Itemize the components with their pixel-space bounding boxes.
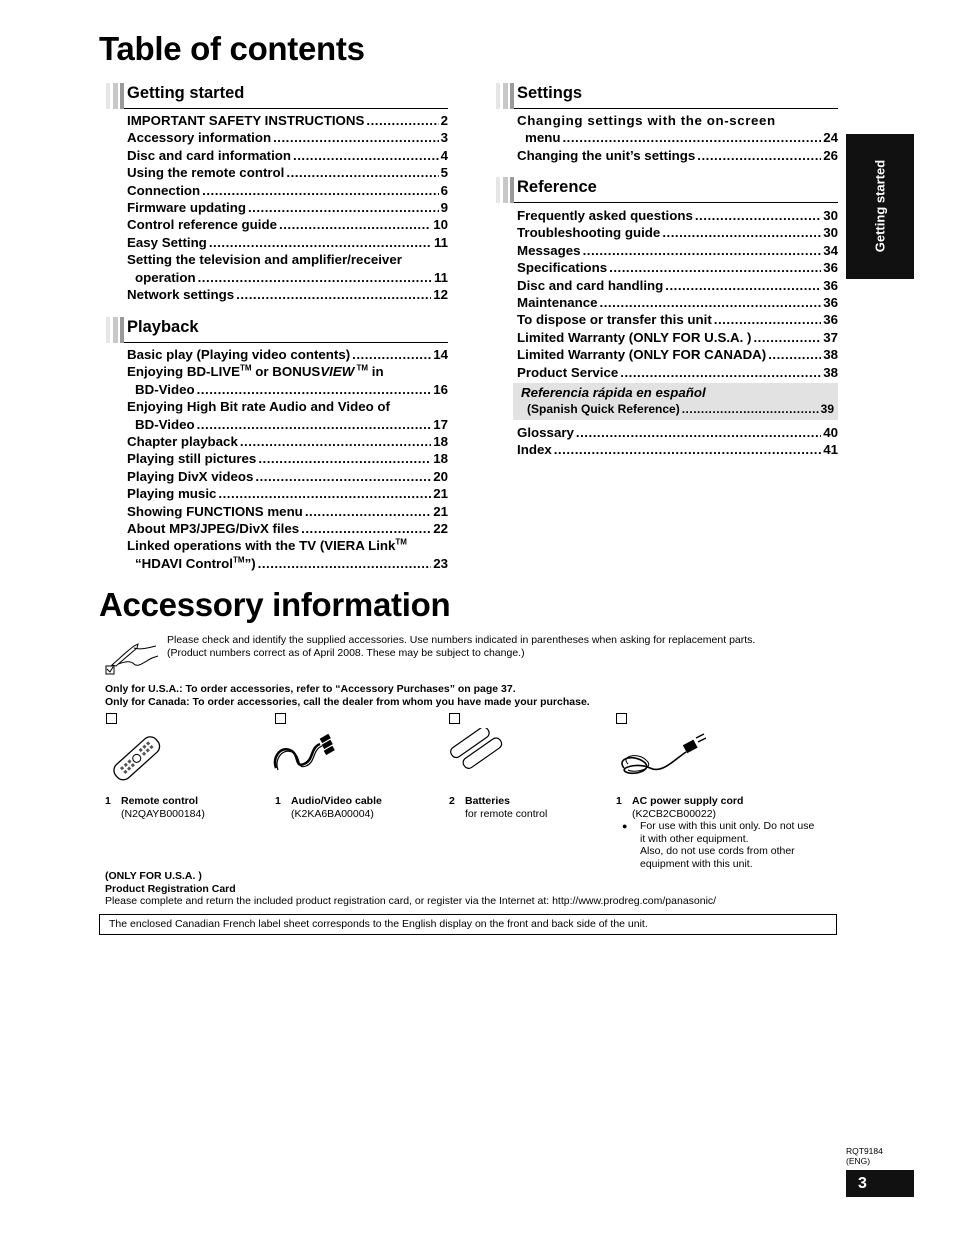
toc-item[interactable]: Playing still pictures ..... 18	[127, 450, 448, 467]
toc-item[interactable]: Showing FUNCTIONS menu ..... 21	[127, 503, 448, 520]
side-tab-getting-started[interactable]: Getting started	[846, 134, 914, 279]
accessory-item: 1 Audio/Video cable (K2KA6BA00004)	[275, 795, 382, 820]
toc-item[interactable]: Setting the television and amplifier/receiver	[127, 252, 402, 268]
registration-block: (ONLY FOR U.S.A. ) Product Registration Card Please complete and return the included product registration card, or register via the Internet at: http://www.prodreg.com/panasonic/	[105, 870, 717, 907]
section-bar-icon	[496, 177, 514, 203]
toc-item[interactable]: Playing music ..... 21	[127, 485, 448, 502]
section-title: Playback	[127, 318, 199, 336]
toc-item-continued[interactable]: menu ..... 24	[517, 129, 838, 146]
toc-item-continued[interactable]: BD-Video ..... 16	[127, 381, 448, 398]
checklist-pen-icon	[104, 638, 162, 678]
accessory-item: 1 Remote control (N2QAYB000184)	[105, 795, 205, 820]
toc-item[interactable]: Index ..... 41	[517, 441, 838, 458]
toc-item[interactable]: Disc and card handling ..... 36	[517, 277, 838, 294]
section-title: Reference	[517, 178, 597, 196]
accessory-intro-note: (Product numbers correct as of April 2008. These may be subject to change.)	[167, 647, 525, 659]
toc-item[interactable]: Changing settings with the on-screen	[517, 113, 776, 128]
batteries-image	[447, 728, 507, 775]
toc-item[interactable]: Accessory information ..... 3	[127, 129, 448, 146]
toc-item[interactable]: Changing the unit’s settings ..... 26	[517, 147, 838, 164]
page-title: Table of contents	[99, 30, 365, 67]
toc-item[interactable]: Limited Warranty (ONLY FOR U.S.A. ) ..... 37	[517, 329, 838, 346]
toc-item[interactable]: Frequently asked questions ..... 30	[517, 207, 838, 224]
toc-item[interactable]: Glossary ..... 40	[517, 424, 838, 441]
toc-item-continued[interactable]: BD-Video ..... 17	[127, 416, 448, 433]
toc-item[interactable]: Maintenance ..... 36	[517, 294, 838, 311]
toc-item[interactable]: Product Service ..... 38	[517, 364, 838, 381]
ac-power-cord-image	[614, 728, 714, 785]
toc-item-continued[interactable]: operation ..... 11	[127, 269, 448, 286]
checkbox[interactable]	[106, 713, 117, 724]
toc-item[interactable]: Playing DivX videos ..... 20	[127, 468, 448, 485]
toc-section-getting-started	[106, 82, 448, 303]
toc-item-continued[interactable]: “HDAVI Control™”) ..... 23	[127, 555, 448, 572]
accessory-title: Accessory information	[99, 586, 451, 623]
toc-item[interactable]: About MP3/JPEG/DivX files ..... 22	[127, 520, 448, 537]
toc-item[interactable]: Firmware updating ..... 9	[127, 199, 448, 216]
model-code: RQT9184 (ENG)	[846, 1146, 883, 1166]
section-title: Settings	[517, 84, 583, 102]
usa-order-note: Only for U.S.A.: To order accessories, refer to “Accessory Purchases” on page 37.	[105, 683, 516, 695]
bullet-icon: ●	[622, 821, 628, 831]
toc-item[interactable]: Limited Warranty (ONLY FOR CANADA) ..... 38	[517, 346, 838, 363]
toc-item[interactable]: Linked operations with the TV (VIERA Link™	[127, 537, 407, 554]
toc-item[interactable]: Disc and card information ..... 4	[127, 147, 448, 164]
canada-order-note: Only for Canada: To order accessories, call the dealer from whom you have made your purchase.	[105, 696, 590, 708]
canadian-label-note: The enclosed Canadian French label sheet corresponds to the English display on the front and back side of the unit.	[99, 914, 837, 935]
av-cable-image	[270, 728, 340, 781]
toc-item[interactable]: Basic play (Playing video contents) ..... 14	[127, 346, 448, 363]
toc-section-playback	[106, 316, 448, 572]
checkbox[interactable]	[616, 713, 627, 724]
checkbox[interactable]	[275, 713, 286, 724]
toc-item[interactable]: Chapter playback ..... 18	[127, 433, 448, 450]
accessory-item: 2 Batteries for remote control	[449, 795, 548, 820]
section-title: Getting started	[127, 84, 245, 102]
accessory-intro: Please check and identify the supplied accessories. Use numbers indicated in parentheses when asking for replacement parts.	[167, 634, 756, 646]
toc-item[interactable]: Using the remote control ..... 5	[127, 164, 448, 181]
toc-item[interactable]: IMPORTANT SAFETY INSTRUCTIONS ..... 2	[127, 112, 448, 129]
toc-section-settings	[496, 82, 838, 164]
section-bar-icon	[496, 83, 514, 109]
toc-item[interactable]: Enjoying High Bit rate Audio and Video of	[127, 399, 390, 415]
toc-item[interactable]: Specifications ..... 36	[517, 259, 838, 276]
remote-control-image	[104, 728, 168, 795]
checkbox[interactable]	[449, 713, 460, 724]
toc-item[interactable]: Troubleshooting guide ..... 30	[517, 224, 838, 241]
page-number: 3	[846, 1170, 914, 1197]
toc-item[interactable]: Messages ..... 34	[517, 242, 838, 259]
toc-item[interactable]: To dispose or transfer this unit ..... 36	[517, 311, 838, 328]
section-bar-icon	[106, 317, 124, 343]
toc-item[interactable]: Easy Setting ..... 11	[127, 234, 448, 251]
toc-item[interactable]: Network settings ..... 12	[127, 286, 448, 303]
section-bar-icon	[106, 83, 124, 109]
toc-section-reference	[496, 176, 838, 459]
accessory-item: 1 AC power supply cord (K2CB2CB00022) ● For use with this unit only. Do not use it with other equipment. Also, do not use cords from other equipment with this unit.	[616, 795, 815, 870]
spanish-reference-box	[513, 383, 838, 420]
toc-item[interactable]: (Spanish Quick Reference) ..... 39	[521, 401, 834, 417]
spanish-reference-title: Referencia rápida en español	[521, 384, 706, 400]
toc-item[interactable]: Control reference guide ..... 10	[127, 216, 448, 233]
toc-item[interactable]: Enjoying BD-LIVE™ or BONUSVIEW ™ in	[127, 363, 384, 380]
toc-item[interactable]: Connection ..... 6	[127, 182, 448, 199]
